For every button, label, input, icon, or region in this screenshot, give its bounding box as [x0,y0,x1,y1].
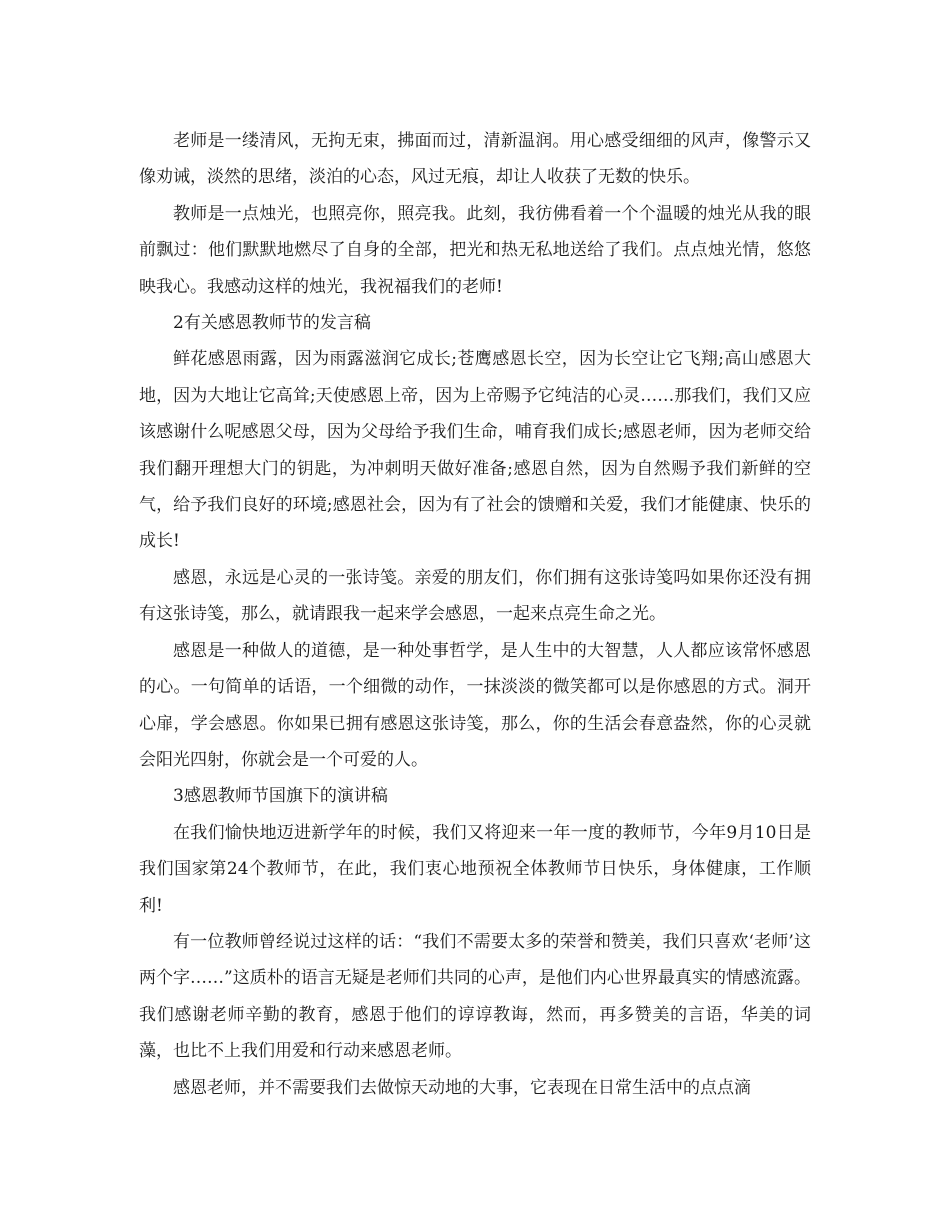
section-heading-2: 2有关感恩教师节的发言稿 [173,313,371,334]
document-body [139,123,811,1106]
paragraph-candlelight: 教师是一点烛光，也照亮你，照亮我。此刻，我彷佛看着一个个温暖的烛光从我的眼前飘过：他们默默地燃尽了自身的全部，把光和热无私地送给了我们。点点烛光情，悠悠映我心。我感动这样的烛光，我祝福我们的老师! [139,203,811,297]
paragraph-poem-note: 感恩，永远是心灵的一张诗笺。亲爱的朋友们，你们拥有这张诗笺吗如果你还没有拥有这张诗笺，那么，就请跟我一起来学会感恩，一起来点亮生命之光。 [139,567,811,625]
paragraph-daily-life: 感恩老师，并不需要我们去做惊天动地的大事，它表现在日常生活中的点点滴 [173,1077,751,1098]
paragraph-teacher-quote: 有一位教师曾经说过这样的话：“我们不需要太多的荣誉和赞美，我们只喜欢‘老师’这两个字……”这质朴的语言无疑是老师们共同的心声，是他们内心世界最真实的情感流露。我们感谢老师辛勤的教育，感恩于他们的谆谆教诲，然而，再多赞美的言语，华美的词藻，也比不上我们用爱和行动来感恩老师。 [139,931,811,1062]
paragraph-gratitude-nature: 鲜花感恩雨露，因为雨露滋润它成长;苍鹰感恩长空，因为长空让它飞翔;高山感恩大地，因为大地让它高耸;天使感恩上帝，因为上帝赐予它纯洁的心灵……那我们，我们又应该感谢什么呢感恩父母，因为父母给予我们生命，哺育我们成长;感恩老师，因为老师交给我们翻开理想大门的钥匙，为冲刺明天做好准备;感恩自然，因为自然赐予我们新鲜的空气，给予我们良好的环境;感恩社会，因为有了社会的馈赠和关爱，我们才能健康、快乐的成长! [139,349,811,552]
section-heading-3: 3感恩教师节国旗下的演讲稿 [173,786,388,807]
paragraph-breeze: 老师是一缕清风，无拘无束，拂面而过，清新温润。用心感受细细的风声，像警示又像劝诫，淡然的思绪，淡泊的心态，风过无痕，却让人收获了无数的快乐。 [139,131,811,188]
paragraph-gratitude-virtue: 感恩是一种做人的道德，是一种处事哲学，是人生中的大智慧，人人都应该常怀感恩的心。一句简单的话语，一个细微的动作，一抹淡淡的微笑都可以是你感恩的方式。洞开心扉，学会感恩。你如果已拥有感恩这张诗笺，那么，你的生活会春意盎然，你的心灵就会阳光四射，你就会是一个可爱的人。 [139,640,811,770]
paragraph-teachers-day: 在我们愉快地迈进新学年的时候，我们又将迎来一年一度的教师节，今年9月10日是我们国家第24个教师节，在此，我们衷心地预祝全体教师节日快乐，身体健康，工作顺利! [139,822,811,916]
